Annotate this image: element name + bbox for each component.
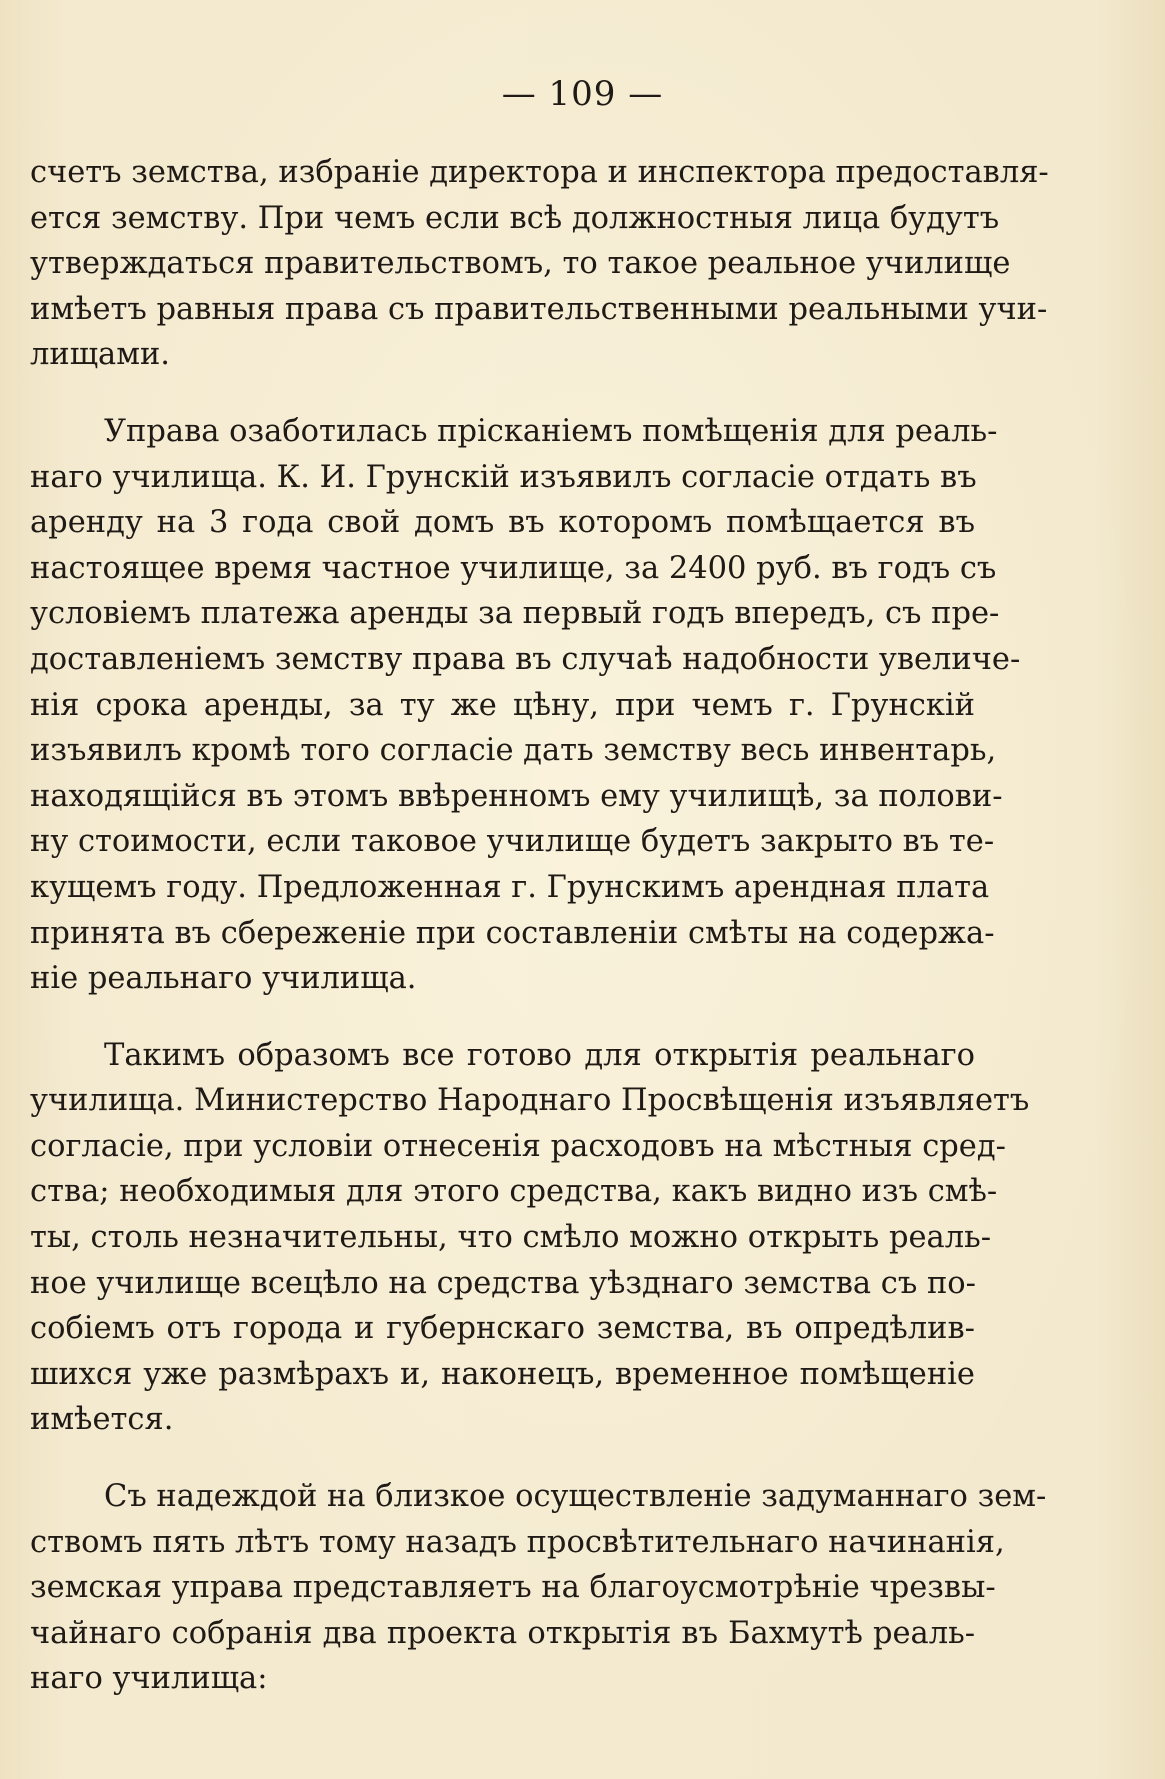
text-line: ніе реальнаго училища. — [30, 961, 417, 997]
text-line: нія срока аренды, за ту же цѣну, при чемъ г. Грунскій — [30, 687, 975, 723]
text-line: ну стоимости, если таковое училище будетъ закрыто въ те- — [30, 824, 995, 860]
text-line: наго училища: — [30, 1661, 268, 1697]
text-line: ства; необходимыя для этого средства, какъ видно изъ смѣ- — [30, 1174, 998, 1210]
text-line: аренду на 3 года свой домъ въ которомъ помѣщается въ — [30, 505, 975, 541]
body-text — [30, 150, 1049, 1702]
text-line: условіемъ платежа аренды за первый годъ впередъ, съ пре- — [30, 596, 1000, 632]
text-line: ное училище всецѣло на средства уѣзднаго земства съ по- — [30, 1265, 976, 1301]
text-line: изъявилъ кромѣ того согласіе дать земству весь инвентарь, — [30, 733, 997, 769]
text-line: ствомъ пять лѣтъ тому назадъ просвѣтительнаго начинанія, — [30, 1524, 1005, 1560]
text-line: согласіе, при условіи отнесенія расходовъ на мѣстныя сред- — [30, 1128, 1006, 1164]
text-line: шихся уже размѣрахъ и, наконецъ, временное помѣщеніе — [30, 1356, 975, 1392]
text-line: настоящее время частное училище, за 2400 руб. въ годъ съ — [30, 550, 997, 586]
text-line: утверждаться правительствомъ, то такое реальное училище — [30, 246, 1011, 282]
text-line: имѣется. — [30, 1402, 174, 1438]
text-line: кущемъ году. Предложенная г. Грунскимъ арендная плата — [30, 869, 990, 905]
text-line: Управа озаботилась прісканіемъ помѣщенія для реаль- — [104, 413, 998, 449]
text-line: доставленіемъ земству права въ случаѣ надобности увеличе- — [30, 641, 1021, 677]
text-line: Такимъ образомъ все готово для открытія реальнаго — [104, 1037, 975, 1073]
text-line: собіемъ отъ города и губернскаго земства, въ опредѣлив- — [30, 1311, 975, 1347]
text-line: счетъ земства, избраніе директора и инспектора предоставля- — [30, 155, 1049, 190]
paragraph-spacing — [30, 1443, 975, 1474]
paragraph-spacing — [30, 378, 975, 409]
paragraph-spacing — [30, 1002, 975, 1033]
text-line: Съ надеждой на близкое осуществленіе задуманнаго зем- — [104, 1479, 1047, 1515]
text-line: земская управа представляетъ на благоусмотрѣніе чрезвы- — [30, 1570, 996, 1606]
text-line: принята въ сбереженіе при составленіи смѣты на содержа- — [30, 915, 995, 951]
paragraph-3 — [30, 1033, 1030, 1443]
text-line: училища. Министерство Народнаго Просвѣщенія изъявляетъ — [30, 1083, 1030, 1119]
paragraph-4 — [30, 1474, 1047, 1702]
text-line: имѣетъ равныя права съ правительственными реальными учи- — [30, 291, 1048, 327]
text-line: ется земству. При чемъ если всѣ должностныя лица будутъ — [30, 200, 1000, 236]
text-line: чайнаго собранія два проекта открытія въ Бахмутѣ реаль- — [30, 1615, 975, 1651]
text-line: находящійся въ этомъ ввѣренномъ ему училищѣ, за полови- — [30, 778, 1003, 814]
paragraph-2 — [30, 409, 1021, 1002]
paragraph-1 — [30, 150, 1049, 378]
text-line: лищами. — [30, 337, 170, 373]
page-number: — 109 — — [501, 74, 664, 114]
text-line: наго училища. К. И. Грунскій изъявилъ согласіе отдать въ — [30, 459, 977, 495]
text-line: ты, столь незначительны, что смѣло можно открыть реаль- — [30, 1220, 992, 1256]
